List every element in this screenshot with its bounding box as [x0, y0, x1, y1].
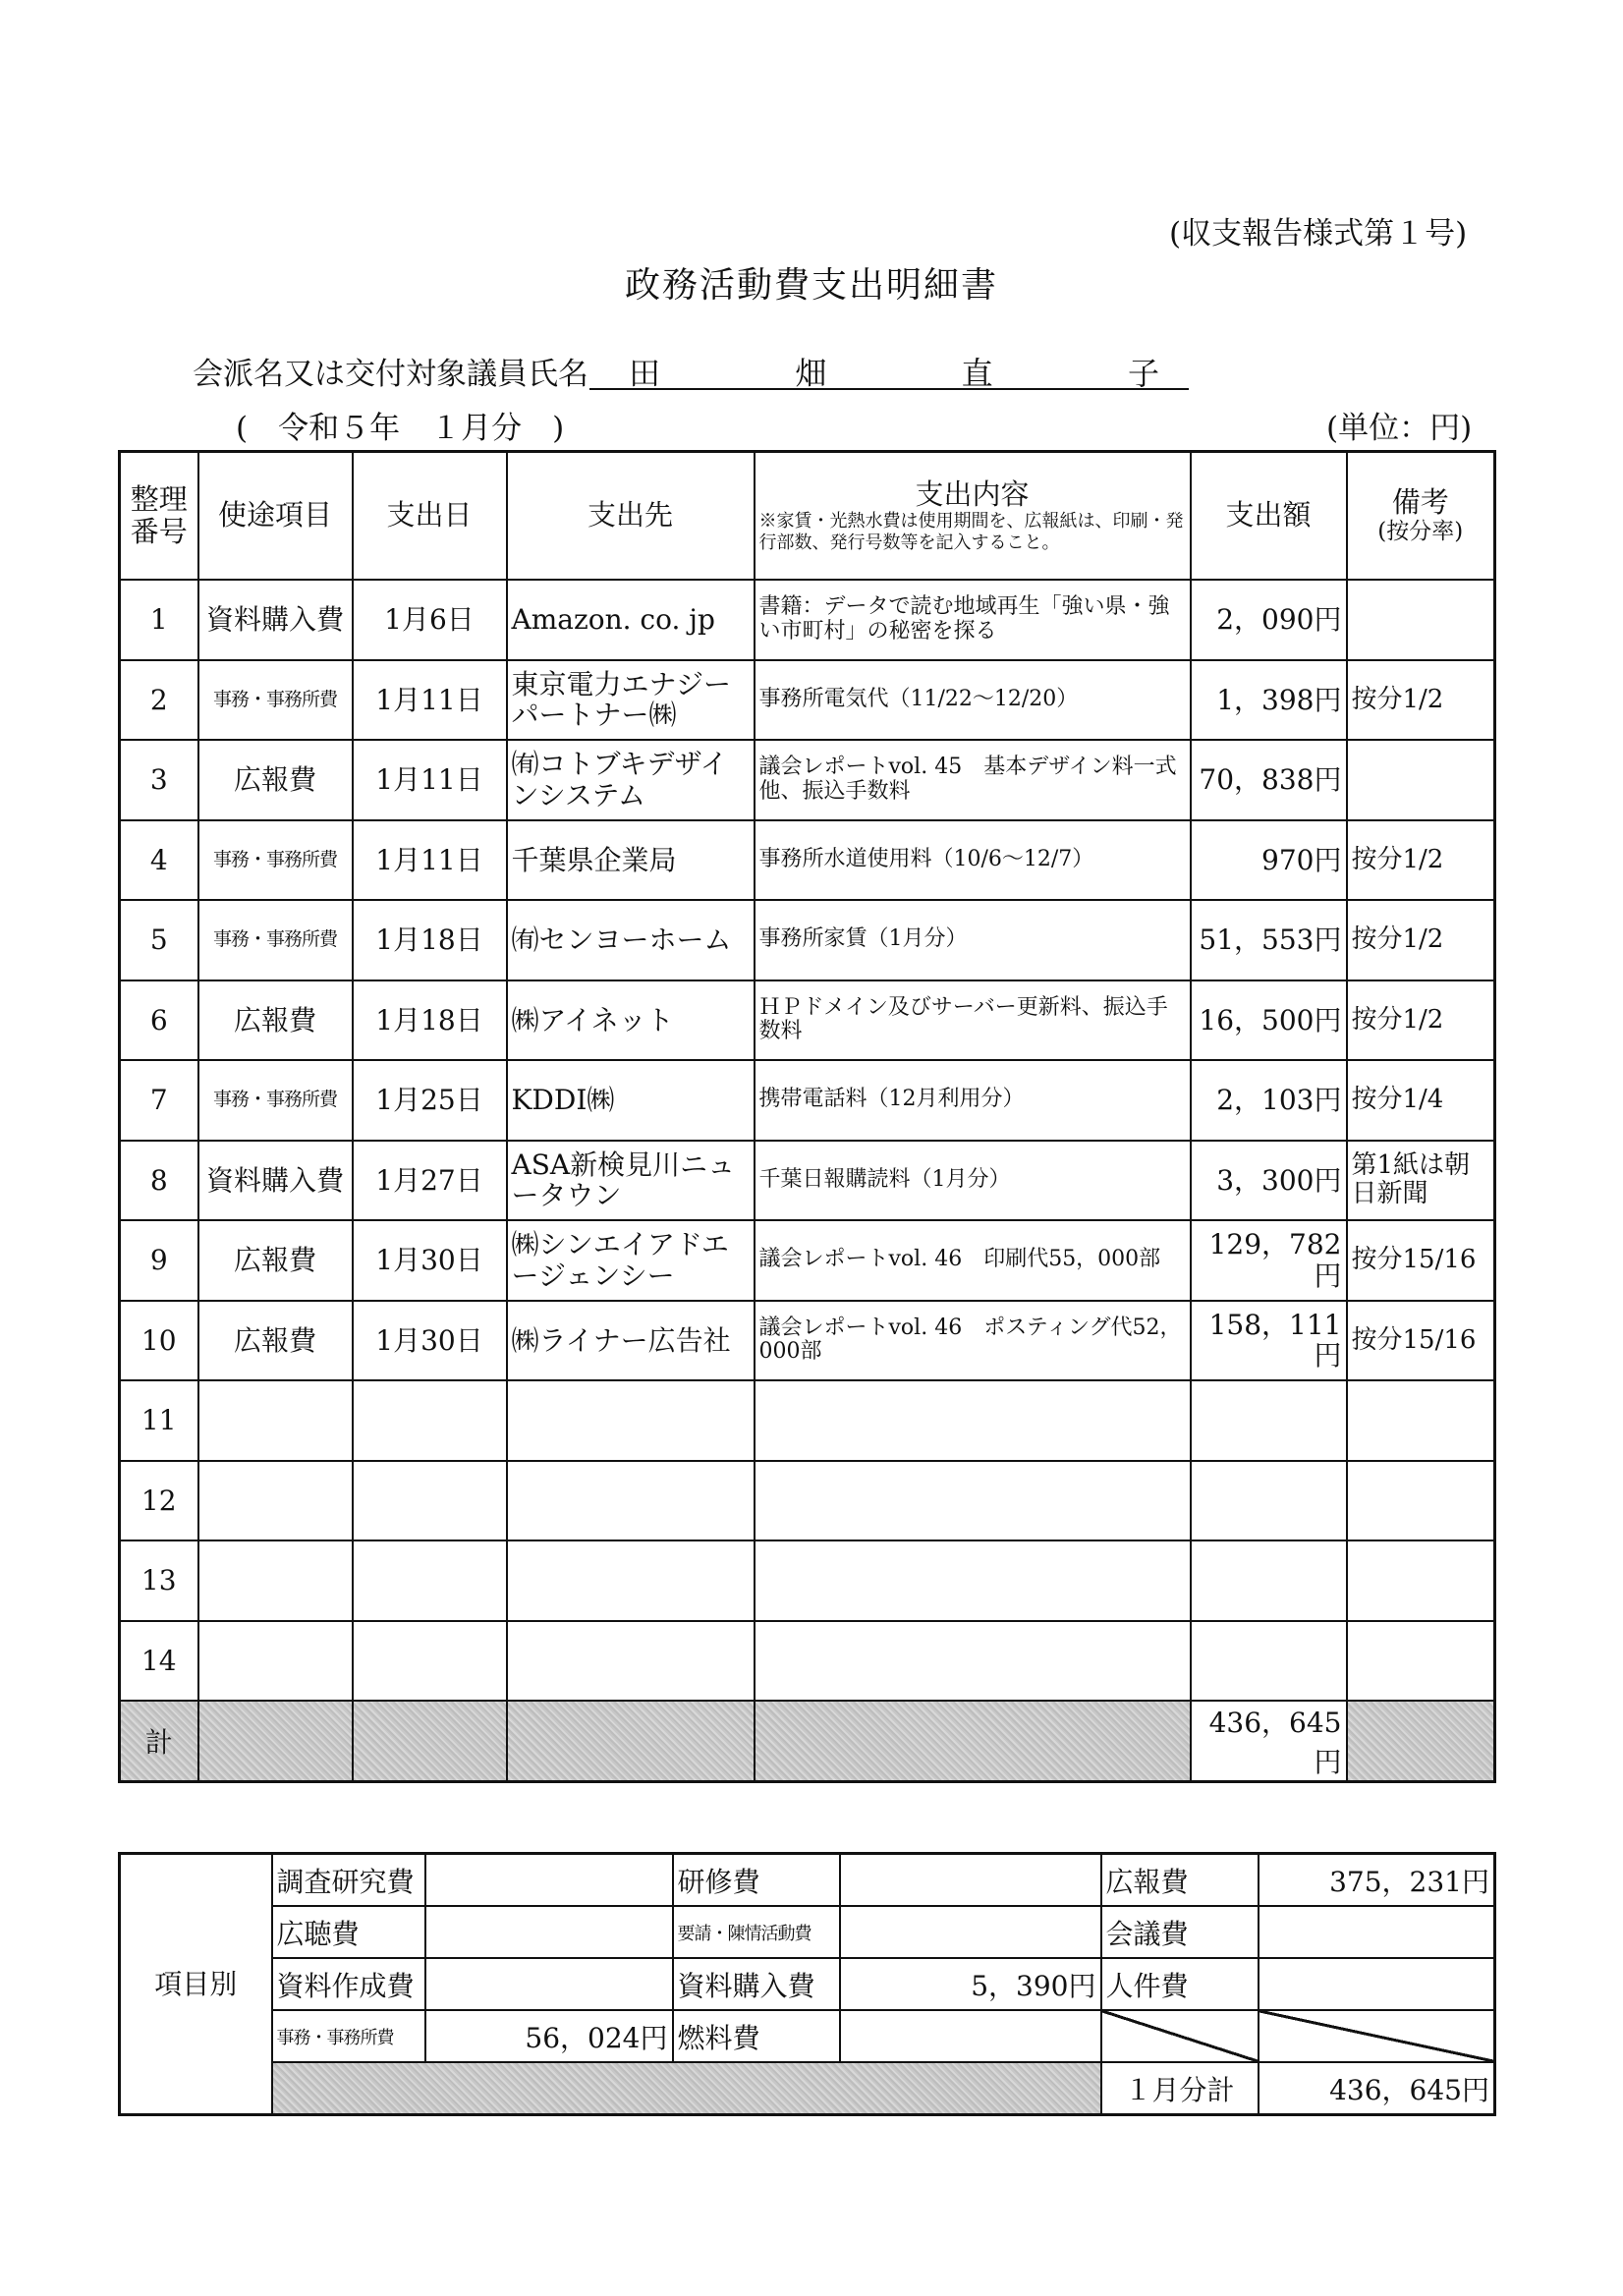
- cell-amount: 2，090円: [1191, 580, 1347, 660]
- cell-no: 11: [120, 1380, 198, 1461]
- summary-row: [120, 2062, 1495, 2115]
- name-char: 直: [961, 355, 993, 392]
- summary-label: 資料作成費: [272, 1958, 425, 2010]
- header-purpose: 使途項目: [198, 452, 353, 581]
- table-row: [120, 660, 1495, 741]
- summary-label: 人件費: [1101, 1958, 1259, 2010]
- cell-date: [353, 1621, 507, 1702]
- summary-item-label: 項目別: [120, 1854, 272, 2115]
- cell-description: 書籍：データで読む地域再生「強い県・強い市町村」の秘密を探る: [755, 580, 1191, 660]
- unit-label: (単位：円): [1326, 411, 1473, 446]
- cell-payee: [507, 1380, 755, 1461]
- cell-payee: ㈱シンエイアドエージェンシー: [507, 1220, 755, 1301]
- cell-description: 携帯電話料（12月利用分）: [755, 1060, 1191, 1141]
- cell-description: 事務所水道使用料（10/6～12/7）: [755, 820, 1191, 901]
- summary-label: 会議費: [1101, 1906, 1259, 1958]
- cell-no: 3: [120, 740, 198, 820]
- cell-description: [755, 1540, 1191, 1621]
- summary-value: [425, 1958, 673, 2010]
- summary-value: [425, 1906, 673, 1958]
- shaded-blank: [1347, 1701, 1495, 1782]
- table-row: [120, 1301, 1495, 1381]
- cell-no: 12: [120, 1461, 198, 1541]
- header-note: [1347, 452, 1495, 581]
- summary-row: [120, 1854, 1495, 1907]
- expense-table: [118, 450, 1496, 1783]
- cell-purpose: 事務・事務所費: [198, 660, 353, 741]
- header-description-note: ※家賃・光熱水費は使用期間を、広報紙は、印刷・発行部数、発行号数等を記入すること。: [758, 511, 1184, 553]
- cell-description: [755, 1621, 1191, 1702]
- name-char: 田: [629, 355, 661, 392]
- table-row: [120, 1060, 1495, 1141]
- cell-payee: Amazon. co. jp: [507, 580, 755, 660]
- cell-amount: 3，300円: [1191, 1141, 1347, 1221]
- cell-payee: KDDI㈱: [507, 1060, 755, 1141]
- header-payee: 支出先: [507, 452, 755, 581]
- cell-date: [353, 1540, 507, 1621]
- cell-date: 1月6日: [353, 580, 507, 660]
- cell-description: 千葉日報購読料（1月分）: [755, 1141, 1191, 1221]
- period: ( 令和５年 １月分 ): [236, 411, 565, 446]
- cell-note: 按分1/2: [1347, 820, 1495, 901]
- cell-date: 1月18日: [353, 900, 507, 980]
- summary-label: 広聴費: [272, 1906, 425, 1958]
- cell-note: [1347, 740, 1495, 820]
- cell-purpose: [198, 1380, 353, 1461]
- cell-no: 8: [120, 1141, 198, 1221]
- cell-date: [353, 1380, 507, 1461]
- cell-note: 按分1/2: [1347, 660, 1495, 741]
- cell-amount: [1191, 1380, 1347, 1461]
- table-row: [120, 820, 1495, 901]
- cell-description: [755, 1461, 1191, 1541]
- summary-value: [840, 2010, 1101, 2062]
- cell-no: 13: [120, 1540, 198, 1621]
- month-total-value: 436，645円: [1259, 2062, 1495, 2115]
- cell-note: [1347, 1380, 1495, 1461]
- cell-payee: [507, 1540, 755, 1621]
- name-label: 会派名又は交付対象議員氏名: [193, 357, 588, 392]
- summary-label: 要請・陳情活動費: [673, 1906, 840, 1958]
- table-row: [120, 1220, 1495, 1301]
- cell-amount: 16，500円: [1191, 980, 1347, 1061]
- cell-amount: [1191, 1461, 1347, 1541]
- cell-payee: ㈲センヨーホーム: [507, 900, 755, 980]
- summary-value: [840, 1906, 1101, 1958]
- shaded-blank: [353, 1701, 507, 1782]
- summary-value: [840, 1854, 1101, 1907]
- name-char: 畑: [795, 355, 827, 392]
- cell-payee: ASA新検見川ニュータウン: [507, 1141, 755, 1221]
- cell-purpose: 資料購入費: [198, 580, 353, 660]
- cell-date: [353, 1461, 507, 1541]
- cell-purpose: 事務・事務所費: [198, 820, 353, 901]
- cell-note: [1347, 1461, 1495, 1541]
- cell-no: 7: [120, 1060, 198, 1141]
- cell-amount: 970円: [1191, 820, 1347, 901]
- cell-no: 9: [120, 1220, 198, 1301]
- name-underline: [589, 388, 1189, 390]
- cell-no: 4: [120, 820, 198, 901]
- cell-date: 1月30日: [353, 1220, 507, 1301]
- cell-note: 第1紙は朝日新聞: [1347, 1141, 1495, 1221]
- cell-amount: 2，103円: [1191, 1060, 1347, 1141]
- cell-amount: 51，553円: [1191, 900, 1347, 980]
- cell-description: 事務所家賃（1月分）: [755, 900, 1191, 980]
- summary-table: [118, 1852, 1496, 2116]
- shaded-blank: [507, 1701, 755, 1782]
- summary-row: [120, 1906, 1495, 1958]
- summary-value: 375，231円: [1259, 1854, 1495, 1907]
- cell-purpose: 資料購入費: [198, 1141, 353, 1221]
- cell-payee: ㈱ライナー広告社: [507, 1301, 755, 1381]
- header-note-title: 備考: [1391, 485, 1449, 520]
- form-code: (収支報告様式第１号): [1169, 216, 1468, 252]
- cell-note: [1347, 580, 1495, 660]
- summary-label: 燃料費: [673, 2010, 840, 2062]
- summary-value: 5，390円: [840, 1958, 1101, 2010]
- cell-amount: 70，838円: [1191, 740, 1347, 820]
- diagonal-blank: [1101, 2010, 1259, 2062]
- cell-no: 5: [120, 900, 198, 980]
- cell-amount: [1191, 1621, 1347, 1702]
- cell-amount: 129，782円: [1191, 1220, 1347, 1301]
- summary-row: [120, 2010, 1495, 2062]
- header-note-sub: (按分率): [1377, 519, 1464, 545]
- summary-value: [1259, 1906, 1495, 1958]
- cell-amount: 158，111円: [1191, 1301, 1347, 1381]
- cell-purpose: [198, 1461, 353, 1541]
- diagonal-blank: [1259, 2010, 1495, 2062]
- cell-description: 事務所電気代（11/22～12/20）: [755, 660, 1191, 741]
- header-description: [755, 452, 1191, 581]
- month-total-label: １月分計: [1101, 2062, 1259, 2115]
- cell-payee: ㈲コトブキデザインシステム: [507, 740, 755, 820]
- summary-value: [425, 1854, 673, 1907]
- cell-note: [1347, 1621, 1495, 1702]
- cell-description: 議会レポートvol. 46 ポスティング代52，000部: [755, 1301, 1191, 1381]
- shaded-blank: [272, 2062, 1101, 2115]
- cell-payee: ㈱アイネット: [507, 980, 755, 1061]
- cell-note: 按分15/16: [1347, 1220, 1495, 1301]
- cell-date: 1月18日: [353, 980, 507, 1061]
- table-row: [120, 1461, 1495, 1541]
- cell-purpose: [198, 1621, 353, 1702]
- cell-payee: [507, 1461, 755, 1541]
- cell-payee: 千葉県企業局: [507, 820, 755, 901]
- cell-date: 1月11日: [353, 660, 507, 741]
- table-row: [120, 900, 1495, 980]
- summary-value: [1259, 1958, 1495, 2010]
- header-no: 整理番号: [120, 452, 198, 581]
- cell-description: 議会レポートvol. 46 印刷代55，000部: [755, 1220, 1191, 1301]
- cell-purpose: 事務・事務所費: [198, 900, 353, 980]
- table-row: [120, 1380, 1495, 1461]
- cell-amount: [1191, 1540, 1347, 1621]
- cell-no: 10: [120, 1301, 198, 1381]
- table-row: [120, 580, 1495, 660]
- header-date: 支出日: [353, 452, 507, 581]
- summary-label: 研修費: [673, 1854, 840, 1907]
- table-row: [120, 1141, 1495, 1221]
- cell-date: 1月30日: [353, 1301, 507, 1381]
- cell-description: ＨＰドメイン及びサーバー更新料、振込手数料: [755, 980, 1191, 1061]
- cell-no: 14: [120, 1621, 198, 1702]
- cell-note: [1347, 1540, 1495, 1621]
- name-char: 子: [1127, 355, 1159, 392]
- cell-payee: 東京電力エナジーパートナー㈱: [507, 660, 755, 741]
- cell-description: [755, 1380, 1191, 1461]
- document-title: 政務活動費支出明細書: [624, 265, 998, 306]
- cell-date: 1月25日: [353, 1060, 507, 1141]
- header-amount: 支出額: [1191, 452, 1347, 581]
- summary-label: 広報費: [1101, 1854, 1259, 1907]
- cell-purpose: [198, 1540, 353, 1621]
- cell-note: 按分1/2: [1347, 980, 1495, 1061]
- cell-note: 按分1/4: [1347, 1060, 1495, 1141]
- shaded-blank: [198, 1701, 353, 1782]
- shaded-blank: [755, 1701, 1191, 1782]
- cell-purpose: 広報費: [198, 980, 353, 1061]
- cell-no: 2: [120, 660, 198, 741]
- total-row: [120, 1701, 1495, 1782]
- cell-purpose: 広報費: [198, 740, 353, 820]
- table-row: [120, 980, 1495, 1061]
- summary-label: 事務・事務所費: [272, 2010, 425, 2062]
- cell-note: 按分1/2: [1347, 900, 1495, 980]
- cell-no: 1: [120, 580, 198, 660]
- total-label: 計: [120, 1701, 198, 1782]
- cell-date: 1月27日: [353, 1141, 507, 1221]
- summary-value: 56，024円: [425, 2010, 673, 2062]
- cell-date: 1月11日: [353, 820, 507, 901]
- summary-label: 資料購入費: [673, 1958, 840, 2010]
- cell-description: 議会レポートvol. 45 基本デザイン料一式他、振込手数料: [755, 740, 1191, 820]
- cell-purpose: 広報費: [198, 1301, 353, 1381]
- table-row: [120, 740, 1495, 820]
- cell-note: 按分15/16: [1347, 1301, 1495, 1381]
- cell-purpose: 広報費: [198, 1220, 353, 1301]
- table-row: [120, 1621, 1495, 1702]
- cell-date: 1月11日: [353, 740, 507, 820]
- summary-label: 調査研究費: [272, 1854, 425, 1907]
- cell-amount: 1，398円: [1191, 660, 1347, 741]
- summary-row: [120, 1958, 1495, 2010]
- table-header: [120, 452, 1495, 581]
- cell-purpose: 事務・事務所費: [198, 1060, 353, 1141]
- cell-payee: [507, 1621, 755, 1702]
- header-description-title: 支出内容: [915, 476, 1030, 511]
- total-amount: 436，645円: [1191, 1701, 1347, 1782]
- cell-no: 6: [120, 980, 198, 1061]
- table-row: [120, 1540, 1495, 1621]
